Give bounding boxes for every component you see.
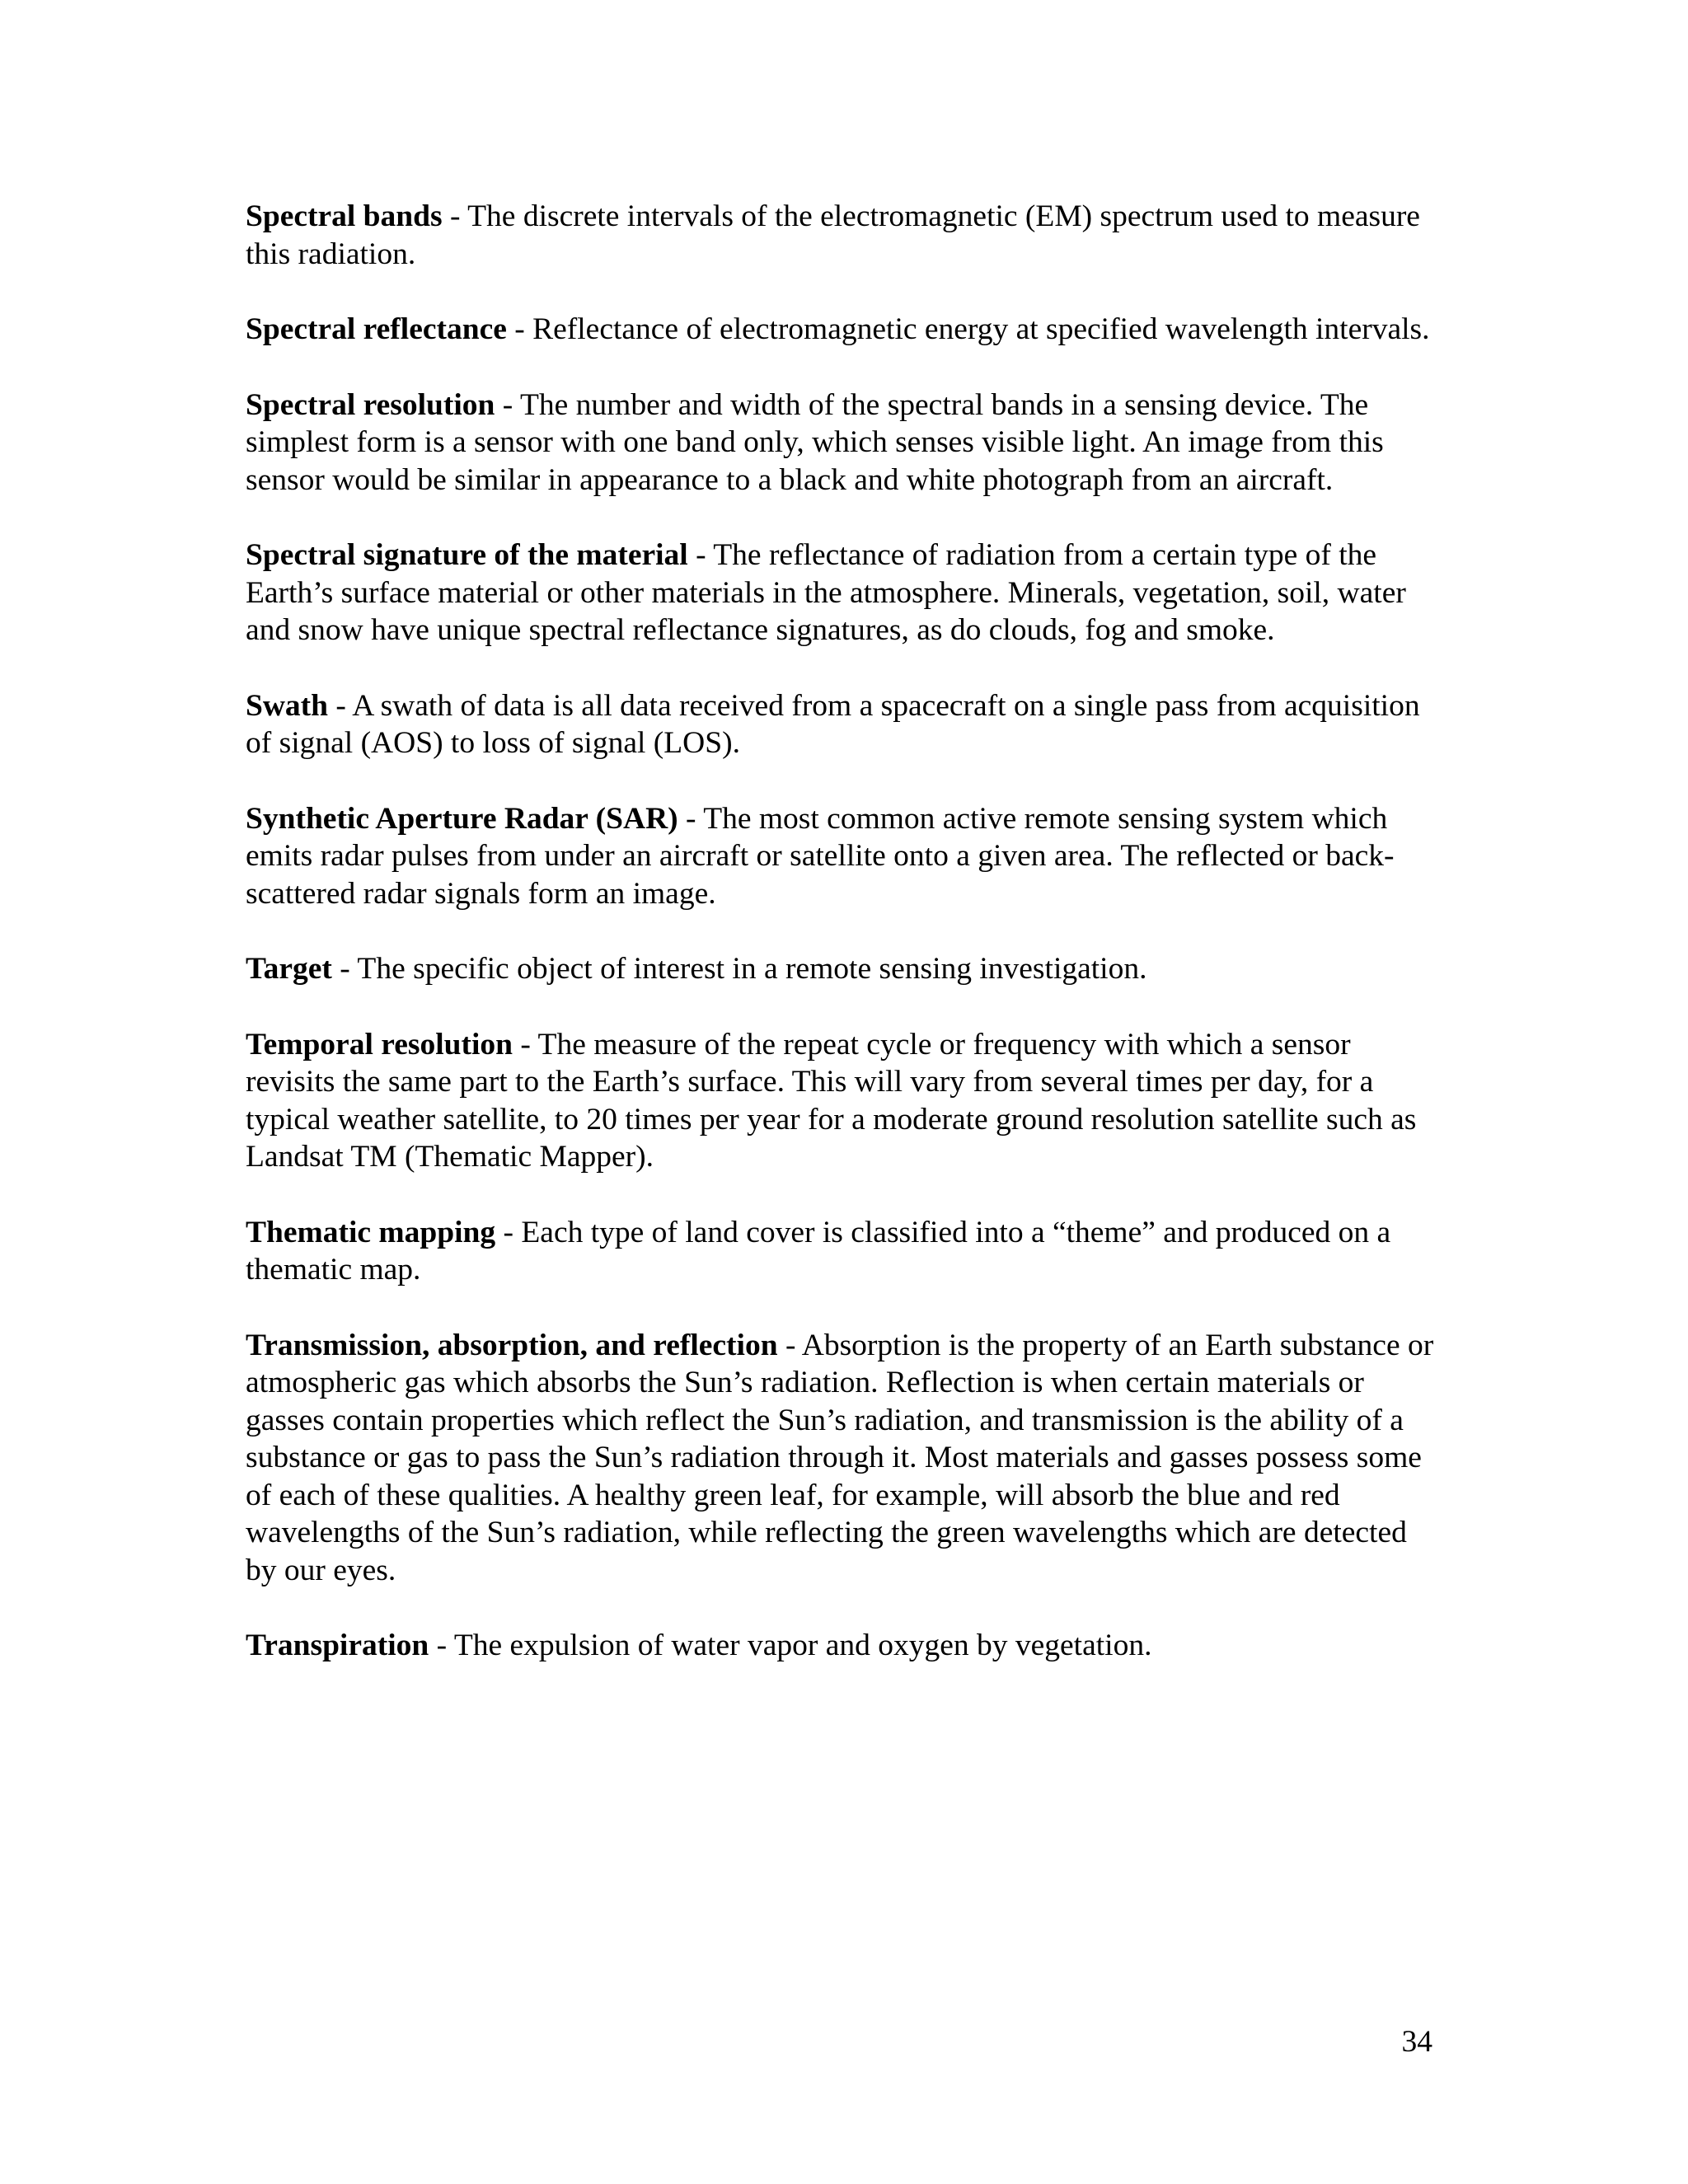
glossary-term: Target	[246, 952, 332, 986]
glossary-entry-transmission-absorption-reflection	[246, 1327, 1441, 1590]
glossary-term: Transmission, absorption, and reflection	[246, 1328, 778, 1362]
glossary-definition: - The most common active remote sensing system which emits radar pulses from under an aircraft or satellite onto a given area. The reflected or back-scattered radar signals form an image.	[246, 801, 1395, 911]
glossary-entry-thematic-mapping	[246, 1214, 1441, 1289]
glossary-definition: - Absorption is the property of an Earth substance or atmospheric gas which absorbs the Sun’s radiation. Reflection is when certain materials or gasses contain properties which reflect the Sun’s radiation, and transmission is the ability of a substance or gas to pass the Sun’s radiation through it. Most materials and gasses possess some of each of these qualities. A healthy green leaf, for example, will absorb the blue and red wavelengths of the Sun’s radiation, while reflecting the green wavelengths which are detected by our eyes.	[246, 1328, 1434, 1587]
glossary-term: Swath	[246, 688, 329, 723]
glossary-entry-spectral-bands	[246, 198, 1441, 273]
glossary-definition: - Reflectance of electromagnetic energy at specified wavelength intervals.	[506, 312, 1430, 346]
glossary-definition: - The expulsion of water vapor and oxygen by vegetation.	[429, 1629, 1152, 1662]
glossary-entry-temporal-resolution	[246, 1026, 1441, 1176]
glossary-term: Spectral signature of the material	[246, 538, 688, 572]
glossary-definition: - The measure of the repeat cycle or frequency with which a sensor revisits the same part to the Earth’s surface. This will vary from several times per day, for a typical weather satellite, to 20 times per year for a moderate ground resolution satellite such as Landsat TM (Thematic Mapper).	[246, 1027, 1417, 1174]
glossary-entry-spectral-reflectance	[246, 311, 1441, 349]
glossary-definition: - The specific object of interest in a remote sensing investigation.	[331, 952, 1147, 986]
glossary-term: Transpiration	[246, 1629, 429, 1662]
glossary-entry-spectral-signature	[246, 537, 1441, 649]
glossary-term: Spectral resolution	[246, 387, 495, 422]
glossary-term: Synthetic Aperture Radar (SAR)	[246, 801, 678, 836]
glossary-entry-sar	[246, 800, 1441, 913]
glossary-entry-target	[246, 950, 1441, 988]
glossary-definition: - The reflectance of radiation from a certain type of the Earth’s surface material or other materials in the atmosphere. Minerals, vegetation, soil, water and snow have unique spectral reflectance signatures, as do clouds, fog and smoke.	[246, 538, 1406, 647]
glossary-term: Temporal resolution	[246, 1027, 513, 1062]
glossary-definition: - Each type of land cover is classified into a “theme” and produced on a thematic map.	[246, 1215, 1391, 1286]
glossary-definition: - The discrete intervals of the electromagnetic (EM) spectrum used to measure this radiation.	[246, 199, 1420, 271]
glossary-definition: - The number and width of the spectral bands in a sensing device. The simplest form is a sensor with one band only, which senses visible light. An image from this sensor would be similar in appearance to a black and white photograph from an aircraft.	[246, 387, 1384, 497]
glossary-term: Thematic mapping	[246, 1215, 496, 1249]
glossary-term: Spectral reflectance	[246, 312, 507, 346]
glossary-entry-spectral-resolution	[246, 387, 1441, 499]
glossary-entry-transpiration	[246, 1627, 1441, 1665]
glossary-definition: - A swath of data is all data received from a spacecraft on a single pass from acquisition of signal (AOS) to loss of signal (LOS).	[246, 688, 1420, 760]
glossary-entry-swath	[246, 687, 1441, 762]
glossary-list	[246, 198, 1441, 1703]
page-number: 34	[1401, 2025, 1432, 2059]
glossary-term: Spectral bands	[246, 199, 443, 233]
